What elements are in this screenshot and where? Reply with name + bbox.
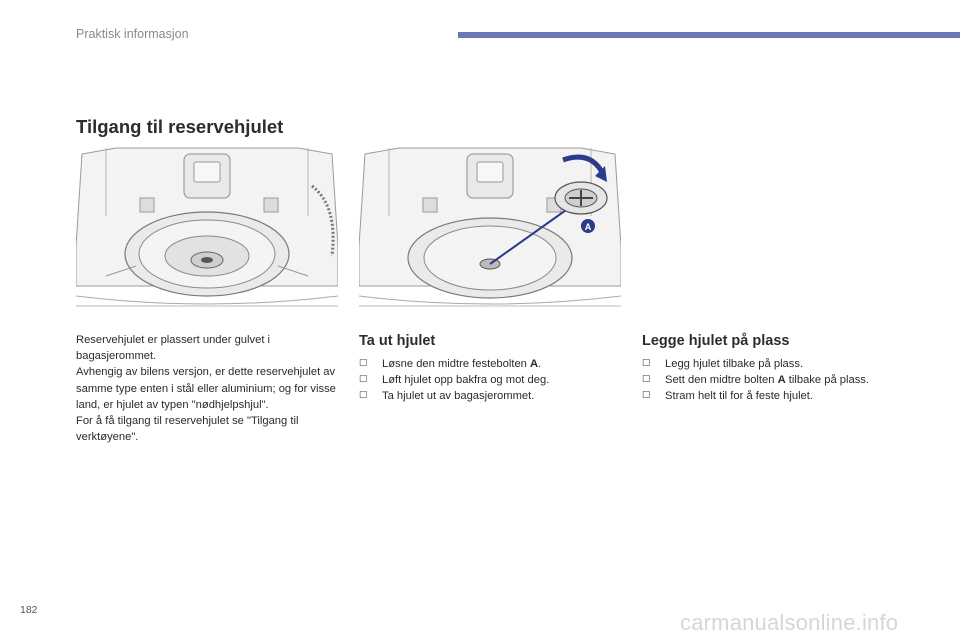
intro-text (76, 332, 338, 445)
intro-line: Reservehjulet er plassert under gulvet i bagasjerommet. (76, 334, 271, 363)
remove-wheel-title: Ta ut hjulet (359, 333, 436, 349)
watermark: carmanualsonline.info (680, 610, 899, 635)
list-item: ☐ Sett den midtre bolten A tilbake på plass. (642, 372, 932, 388)
section-label: Praktisk informasjon (76, 27, 189, 41)
checkbox-icon: ☐ (642, 358, 651, 369)
callout-label: A (584, 222, 592, 232)
illustration-remove-bolt-a (359, 146, 621, 312)
header-accent-bar (458, 32, 960, 38)
intro-line: Avhengig av bilens versjon, er dette reservehjulet av samme type enten i stål eller aluminium; og for visse land, er hjulet av typen "nødhjelpshjul". (76, 366, 336, 411)
list-item: ☐ Løft hjulet opp bakfra og mot deg. (359, 372, 621, 388)
illustration-trunk-spare-wheel (76, 146, 338, 312)
remove-wheel-steps (359, 356, 621, 405)
intro-line: For å få tilgang til reservehjulet se "Tilgang til verktøyene". (76, 415, 299, 444)
checkbox-icon: ☐ (642, 390, 651, 402)
checkbox-icon: ☐ (359, 358, 368, 369)
refit-wheel-steps (642, 356, 932, 405)
page-title: Tilgang til reservehjulet (76, 116, 284, 137)
list-item: ☐ Løsne den midtre festebolten A. (359, 356, 621, 372)
list-item: ☐ Legg hjulet tilbake på plass. (642, 356, 932, 372)
list-item: ☐ Ta hjulet ut av bagasjerommet. (359, 388, 621, 404)
page-number: 182 (20, 604, 38, 616)
checkbox-icon: ☐ (359, 374, 368, 386)
list-item: ☐ Stram helt til for å feste hjulet. (642, 388, 932, 404)
checkbox-icon: ☐ (359, 390, 368, 402)
refit-wheel-title: Legge hjulet på plass (642, 333, 790, 349)
checkbox-icon: ☐ (642, 374, 651, 386)
